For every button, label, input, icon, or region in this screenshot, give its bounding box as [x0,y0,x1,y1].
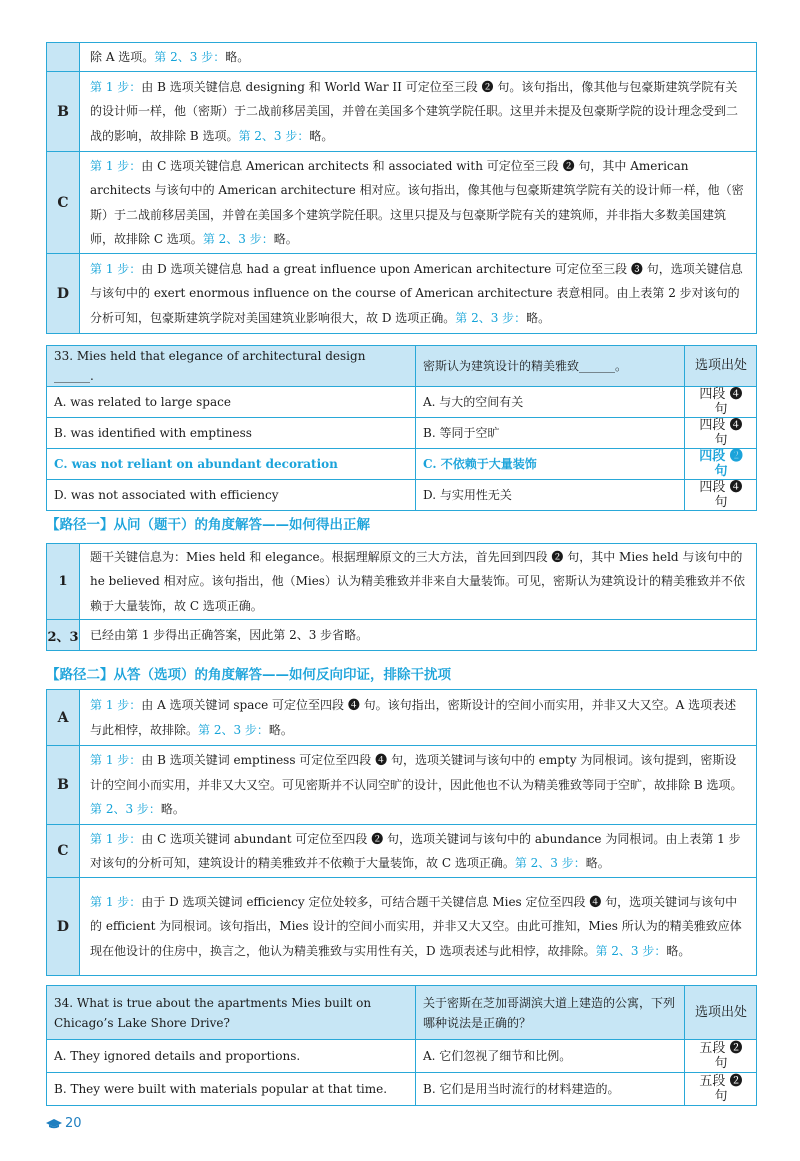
question-stem-zh: 关于密斯在芝加哥湖滨大道上建造的公寓，下列哪种说法是正确的？ [416,986,685,1040]
step-label: 2、3 [47,620,80,651]
option-zh: A. 它们忽视了细节和比例。 [416,1040,685,1073]
option-label [47,43,80,72]
correct-option-en: C. was not reliant on abundant decoration [47,449,416,480]
step-marker: 第 2、3 步： [154,50,226,65]
explanation-text [80,690,757,746]
source-header: 选项出处 [685,986,757,1040]
option-zh: D. 与实用性无关 [416,480,685,511]
step-marker: 第 2、3 步： [198,722,269,737]
step-marker: 第 2、3 步： [238,128,310,143]
explanation-segment: 略。 [585,856,610,870]
step-marker: 第 2、3 步： [595,943,667,958]
step-marker: 第 2、3 步： [90,802,161,817]
step-text: 已经由第 1 步得出正确答案，因此第 2、3 步省略。 [80,620,757,651]
route-one-table [46,543,757,651]
step-marker: 第 2、3 步： [514,856,586,870]
explanation-segment: 由 C 选项关键词 abundant 可定位至四段 ❷ 句，选项关键词与该句中的 abundance 为同根词。由上表第 1 步对该句的分析可知，建筑设计的精美雅致并不依赖于大量装饰，故 C 选项正确。 [90,831,741,870]
option-label: A [47,690,80,746]
route-two-table [46,689,757,976]
explanation-text [80,878,757,976]
option-zh: A. 与大的空间有关 [416,387,685,418]
graduation-cap-icon [46,1119,62,1129]
explanation-segment: 由于 D 选项关键词 efficiency 定位处较多，可结合题干关键信息 Mies 定位至四段 ❹ 句，选项关键词与该句中的 efficient 为同根词。该句指出，Mies 设计的空间小而实用，并非又大又空。由此可推知，Mies 所认为的精美雅致应体现在他设计的住房中，换言之，他认为精美雅致与实用性有关，D 选项表述与此相悖，故排除。 [90,894,742,958]
explanation-segment: 略。 [268,722,293,737]
option-en: A. was related to large space [47,387,416,418]
page-footer [46,1116,82,1131]
explanation-segment: 略。 [526,310,551,325]
explanation-segment: 略。 [225,50,250,65]
option-en: D. was not associated with efficiency [47,480,416,511]
step-marker: 第 1 步： [90,831,142,846]
explanation-text [80,825,757,878]
option-label: C [47,152,80,254]
explanation-segment: 略。 [309,128,334,143]
correct-option-zh: C. 不依赖于大量装饰 [416,449,685,480]
option-label: D [47,254,80,334]
option-source: 五段 ❷ 句 [685,1073,757,1106]
route-one-heading: 【路径一】从问（题干）的角度解答——如何得出正解 [46,517,370,533]
option-label: C [47,825,80,878]
correct-option-source: 四段 ❷ 句 [685,449,757,480]
route-two-heading: 【路径二】从答（选项）的角度解答——如何反向印证，排除干扰项 [46,667,451,683]
step-marker: 第 1 步： [90,79,142,94]
explanation-segment: 由 B 选项关键信息 designing 和 World War II 可定位至三段 ❷ 句。该句指出，像其他与包豪斯建筑学院有关的设计师一样，他（密斯）于二战前移居美国，并曾在美国多个建筑学院任职。这里并未提及包豪斯学院的设计理念受到二战的影响，故排除 B 选项。 [90,79,739,143]
source-header: 选项出处 [685,346,757,387]
explanation-text [80,152,757,254]
option-en: B. They were built with materials popular at that time. [47,1073,416,1106]
explanation-text [80,72,757,152]
option-label: B [47,746,80,825]
step-label: 1 [47,544,80,620]
step-marker: 第 1 步： [90,261,142,276]
option-en: B. was identified with emptiness [47,418,416,449]
step-marker: 第 1 步： [90,698,142,712]
question-stem-en: 34. What is true about the apartments Mies built on Chicago’s Lake Shore Drive? [47,986,416,1040]
option-source: 四段 ❹ 句 [685,480,757,511]
question-34-table [46,985,757,1106]
option-source: 五段 ❷ 句 [685,1040,757,1073]
explanation-segment: 略。 [666,943,691,958]
explanation-segment: 略。 [273,232,298,246]
option-source: 四段 ❹ 句 [685,387,757,418]
step-text: 题干关键信息为：Mies held 和 elegance。根据理解原文的三大方法，首先回到四段 ❷ 句，其中 Mies held 与该句中的 he believed 相对应。该句指出，他（Mies）认为精美雅致并非来自大量装饰。可见，密斯认为建筑设计的精美雅致并不依赖于大量装饰，故 C 选项正确。 [80,544,757,620]
question-33-table [46,345,757,511]
explanation-segment: 略。 [160,802,185,817]
option-label: B [47,72,80,152]
option-zh: B. 等同于空旷 [416,418,685,449]
explanation-segment: 由 B 选项关键词 emptiness 可定位至四段 ❹ 句，选项关键词与该句中的 empty 为同根词。该句提到，密斯设计的空间小而实用，并非又大又空。可见密斯并不认同空旷的设计，因此他也不认为精美雅致等同于空旷，故排除 B 选项。 [90,753,743,792]
option-source: 四段 ❹ 句 [685,418,757,449]
option-zh: B. 它们是用当时流行的材料建造的。 [416,1073,685,1106]
explanation-text [80,43,757,72]
question-stem-zh: 密斯认为建筑设计的精美雅致______。 [416,346,685,387]
explanation-segment: 除 A 选项。 [90,50,155,65]
step-marker: 第 2、3 步： [455,310,527,325]
step-marker: 第 2、3 步： [202,232,274,246]
step-marker: 第 1 步： [90,158,142,173]
explanation-text [80,254,757,334]
page-number: 20 [65,1116,82,1131]
explanation-segment: 由 D 选项关键信息 had a great influence upon American architecture 可定位至三段 ❸ 句，选项关键信息与该句中的 exert enormous influence on the course of American architecture 表意相同。由上表第 2 步对该句的分析可知，包豪斯建筑学院对美国建筑业影响很大，故 D 选项正确。 [90,261,743,325]
step-marker: 第 1 步： [90,753,142,768]
explanation-segment: 由 C 选项关键信息 American architects 和 associated with 可定位至三段 ❷ 句，其中 American architects 与该句中的 American architecture 相对应。该句指出，像其他与包豪斯建筑学院有关的设计师一样，他（密斯）于二战前移居美国，并曾在美国多个建筑学院任职。这里只提及与包豪斯学院有关的建筑师，并非指大多数美国建筑师，故排除 C 选项。 [90,158,744,246]
question-stem-en: 33. Mies held that elegance of architectural design ______. [47,346,416,387]
top-explanation-table [46,42,757,334]
option-en: A. They ignored details and proportions. [47,1040,416,1073]
option-label: D [47,878,80,976]
explanation-text [80,746,757,825]
step-marker: 第 1 步： [90,894,142,909]
explanation-segment: 由 A 选项关键词 space 可定位至四段 ❹ 句。该句指出，密斯设计的空间小而实用，并非又大又空。A 选项表述与此相悖，故排除。 [90,698,737,737]
